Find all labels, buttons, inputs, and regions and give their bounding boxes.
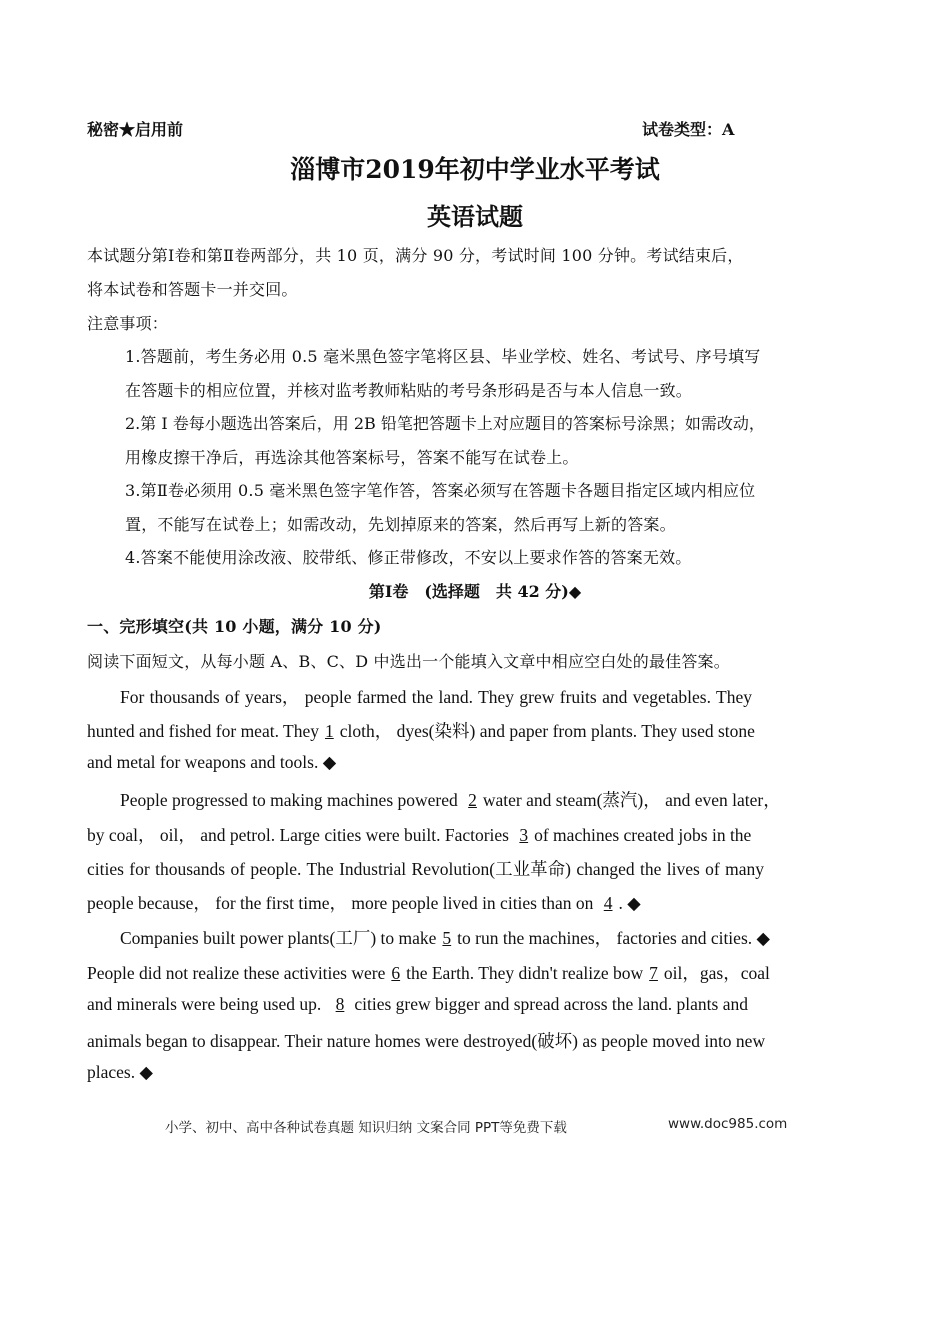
note-line-3: 2.第 I 卷每小题选出答案后，用 2B 铅笔把答题卡上对应题目的答案标号涂黑；如需改动， <box>125 414 765 433</box>
blank-4: 4 <box>603 893 613 913</box>
confidential-label: 秘密★启用前 <box>87 120 184 139</box>
passage-text: to run the machines， factories and cities. ◆ <box>457 928 770 948</box>
exam-subtitle: 英语试题 <box>427 202 523 231</box>
passage-text: of machines created jobs in the <box>534 825 752 845</box>
passage-text: . ◆ <box>618 893 641 913</box>
blank-2: 2 <box>468 790 477 810</box>
passage-text: People did not realize these activities were <box>87 963 386 983</box>
passage-text: hunted and fished for meat. They <box>87 721 319 741</box>
passage-line-4 <box>120 787 781 812</box>
passage-text: water and steam(蒸汽)， and even later， <box>482 790 781 810</box>
note-line-2: 在答题卡的相应位置，并核对监考教师粘贴的考号条形码是否与本人信息一致。 <box>125 381 693 400</box>
note-line-7: 4.答案不能使用涂改液、胶带纸、修正带修改，不安以上要求作答的答案无效。 <box>125 548 692 567</box>
passage-line-1: For thousands of years， people farmed the land. They grew fruits and vegetables. They <box>120 687 752 707</box>
intro-line-1: 本试题分第Ⅰ卷和第Ⅱ卷两部分，共 10 页，满分 90 分，考试时间 100 分钟。考试结束后， <box>87 246 744 265</box>
passage-line-7 <box>87 890 641 915</box>
passage-line-3: and metal for weapons and tools. ◆ <box>87 752 337 772</box>
passage-line-2 <box>87 718 755 743</box>
passage-line-5 <box>87 822 751 847</box>
passage-line-6: cities for thousands of people. The Industrial Revolution(工业革命) changed the lives of many <box>87 859 765 879</box>
passage-text: the Earth. They didn't realize bow <box>406 963 644 983</box>
passage-text: cloth， dyes(染料) and paper from plants. They used stone <box>339 721 755 741</box>
passage-line-8 <box>120 925 770 950</box>
section-heading: 一、完形填空(共 10 小题，满分 10 分) <box>87 617 382 636</box>
blank-7: 7 <box>649 963 658 983</box>
blank-8: 8 <box>335 994 345 1014</box>
blank-3: 3 <box>519 825 529 845</box>
blank-5: 5 <box>442 928 452 948</box>
section-instruction: 阅读下面短文，从每小题 A、B、C、D 中选出一个能填入文章中相应空白处的最佳答案。 <box>87 652 730 671</box>
passage-text: oil，gas，coal <box>663 963 770 983</box>
passage-line-9 <box>87 960 770 985</box>
passage-text: Companies built power plants(工厂) to make <box>120 928 437 948</box>
exam-title: 淄博市2019年初中学业水平考试 <box>290 155 660 184</box>
blank-1: 1 <box>324 721 334 741</box>
note-line-5: 3.第Ⅱ卷必须用 0.5 毫米黑色签字笔作答，答案必须写在答题卡各题目指定区域内相应位 <box>125 481 756 500</box>
footer-url[interactable]: www.doc985.com <box>668 1116 788 1132</box>
notes-heading: 注意事项： <box>87 314 169 333</box>
passage-text: and minerals were being used up. <box>87 994 326 1014</box>
passage-text: people because， for the first time， more people lived in cities than on <box>87 893 598 913</box>
passage-line-12: places. ◆ <box>87 1062 153 1082</box>
note-line-6: 置，不能写在试卷上；如需改动，先划掉原来的答案，然后再写上新的答案。 <box>125 515 676 534</box>
passage-text: by coal， oil， and petrol. Large cities were built. Factories <box>87 825 514 845</box>
passage-text: People progressed to making machines powered <box>120 790 463 810</box>
paper-type-label: 试卷类型：A <box>642 120 735 139</box>
note-line-1: 1.答题前，考生务必用 0.5 毫米黑色签字笔将区县、毕业学校、姓名、考试号、序号填写 <box>125 347 761 366</box>
passage-line-11: animals began to disappear. Their nature homes were destroyed(破坏) as people moved into new <box>87 1031 766 1051</box>
passage-text: cities grew bigger and spread across the land. plants and <box>354 994 748 1014</box>
intro-line-2: 将本试卷和答题卡一并交回。 <box>87 280 298 299</box>
part-title: 第Ⅰ卷 (选择题 共 42 分)◆ <box>368 582 582 601</box>
blank-6: 6 <box>391 963 401 983</box>
passage-line-10 <box>87 994 748 1015</box>
footer-text: 小学、初中、高中各种试卷真题 知识归纳 文案合同 PPT等免费下载 <box>165 1120 567 1136</box>
note-line-4: 用橡皮擦干净后，再选涂其他答案标号，答案不能写在试卷上。 <box>125 448 579 467</box>
